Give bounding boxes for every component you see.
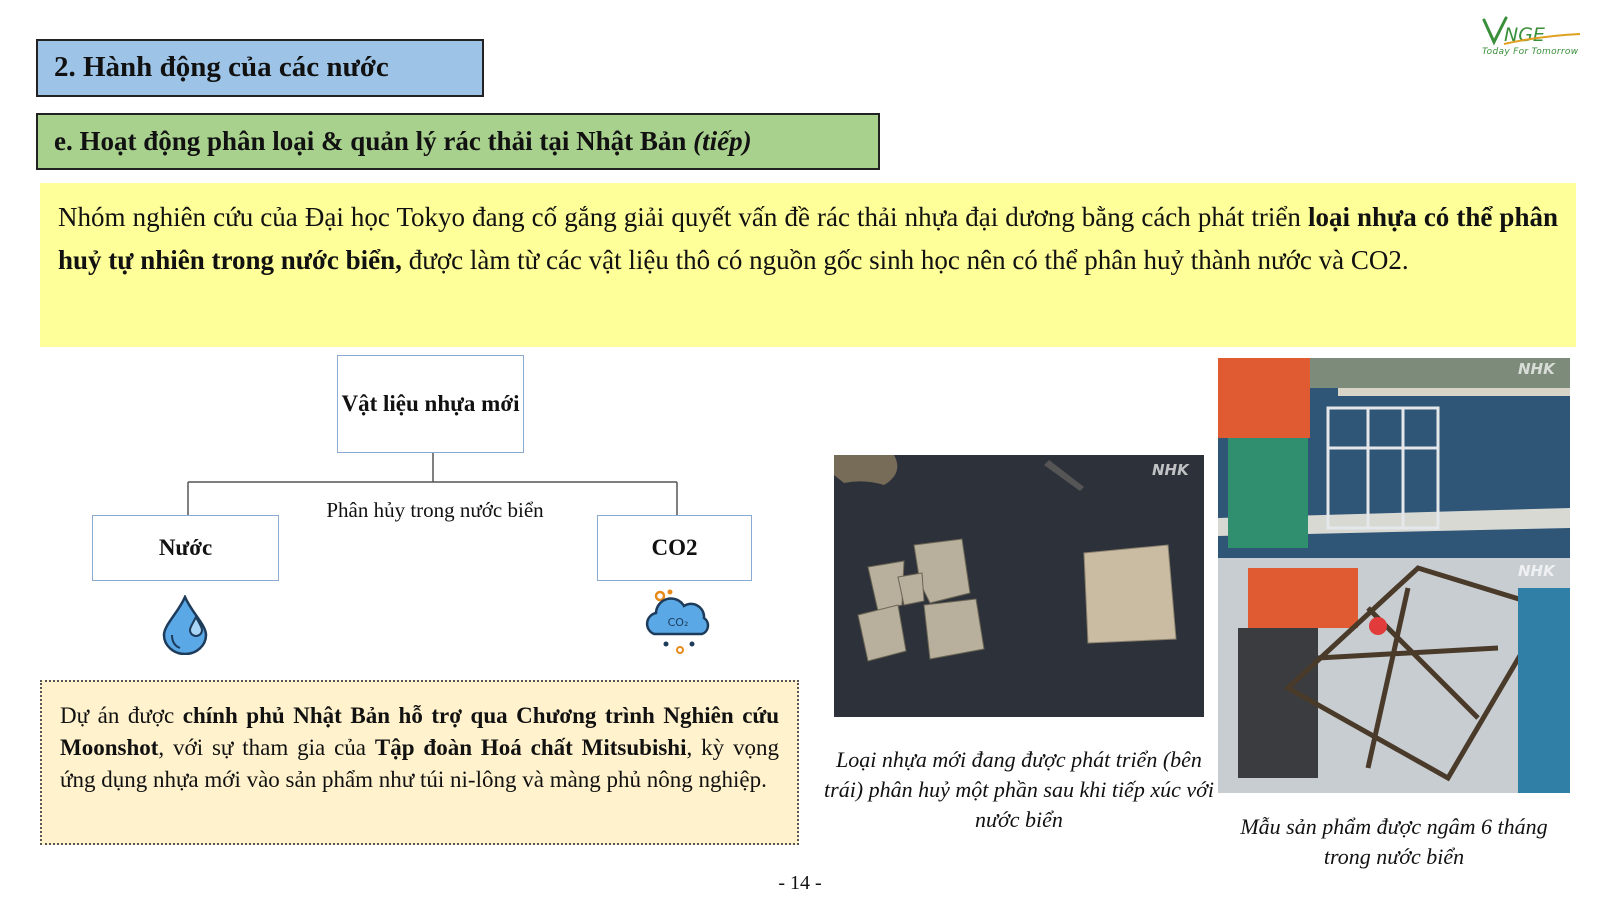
info-bold-2: Tập đoàn Hoá chất Mitsubishi [374, 735, 687, 760]
co2-cloud-icon [640, 588, 716, 658]
subsection-title [36, 113, 880, 170]
diagram-root-node: Vật liệu nhựa mới [337, 355, 524, 453]
subsection-title-suffix: (tiếp) [693, 126, 752, 156]
water-drop-icon [160, 595, 210, 655]
vnge-logo [1480, 14, 1590, 48]
plastic-samples-photo [834, 455, 1204, 717]
intro-text-1: Nhóm nghiên cứu của Đại học Tokyo đang cố gắng giải quyết vấn đề rác thải nhựa đại dương bằng cách phát triển [58, 202, 1308, 232]
info-bold-1: chính phủ Nhật Bản hỗ trợ qua Chương trình Nghiên cứu Moonshot [60, 703, 779, 760]
photo2-watermark-bottom: NHK [1518, 562, 1555, 580]
intro-bold: loại nhựa có thể phân huỷ tự nhiên trong nước biển, [58, 202, 1558, 275]
section-title: 2. Hành động của các nước [36, 39, 484, 97]
subsection-title-text: e. Hoạt động phân loại & quản lý rác thải tại Nhật Bản [54, 126, 687, 156]
intro-paragraph [40, 183, 1576, 347]
photo1-caption: Loại nhựa mới đang được phát triển (bên trái) phân huỷ một phần sau khi tiếp xúc với nước biển [824, 747, 1214, 832]
diagram-node-co2: CO2 [597, 515, 752, 581]
project-info-box [40, 680, 799, 845]
co2-cloud-label: CO₂ [667, 616, 689, 629]
info-text-3: , kỳ vọng ứng dụng nhựa mới vào sản phẩm như túi ni-lông và màng phủ nông nghiệp. [60, 735, 779, 792]
photo1-watermark: NHK [1152, 461, 1189, 479]
intro-text-2: được làm từ các vật liệu thô có nguồn gốc sinh học nên có thể phân huỷ thành nước và CO2. [401, 245, 1409, 275]
page-number: - 14 - [778, 872, 822, 894]
logo-tagline: Today For Tomorrow [1482, 47, 1579, 57]
svg-text:NGE: NGE [1504, 24, 1545, 46]
info-text-2: , với sự tham gia của [158, 735, 375, 760]
diagram-node-water: Nước [92, 515, 279, 581]
sea-cage-photo [1218, 358, 1570, 793]
photo2-watermark-top: NHK [1518, 360, 1555, 378]
photo2-caption: Mẫu sản phẩm được ngâm 6 tháng trong nước biển [1240, 814, 1548, 869]
diagram-edge-label: Phân hủy trong nước biển [326, 498, 544, 522]
info-text-1: Dự án được [60, 703, 183, 728]
